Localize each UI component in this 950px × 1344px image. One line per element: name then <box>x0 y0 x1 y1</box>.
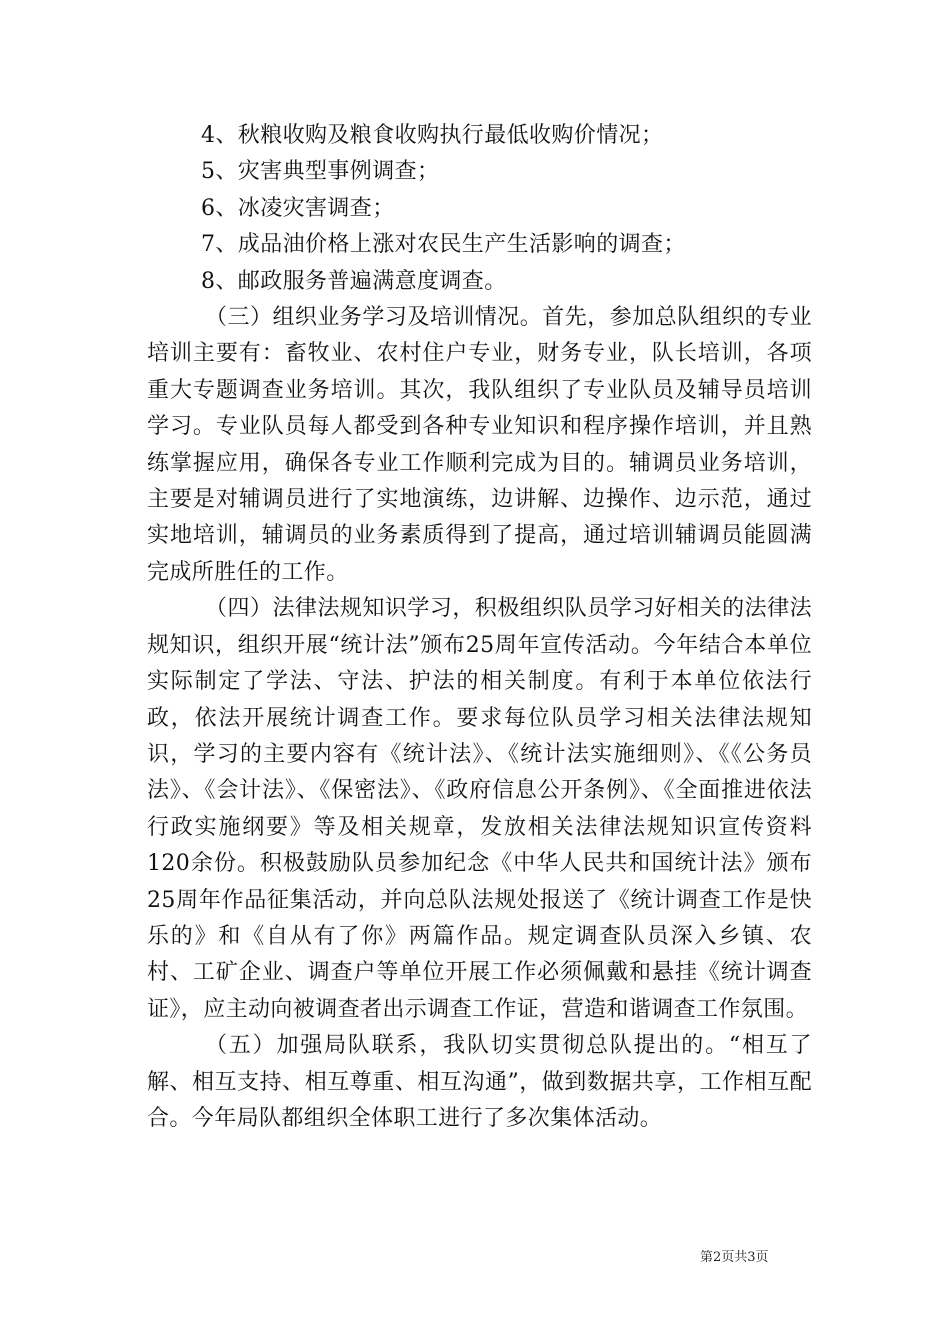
paragraph-law-study: （四）法律法规知识学习，积极组织队员学习好相关的法律法规知识，组织开展“统计法”颁布25周年宣传活动。今年结合本单位实际制定了学法、守法、护法的相关制度。有利于本单位依法行政，依法开展统计调查工作。要求每位队员学习相关法律法规知识，学习的主要内容有《统计法》、《统计法实施细则》、《《公务员法》、《会计法》、《保密法》、《政府信息公开条例》、《全面推进依法行政实施纲要》等及相关规章，发放相关法律法规知识宣传资料120余份。积极鼓励队员参加纪念《中华人民共和国统计法》颁布25周年作品征集活动，并向总队法规处报送了《统计调查工作是快乐的》和《自从有了你》两篇作品。规定调查队员深入乡镇、农村、工矿企业、调查户等单位开展工作必须佩戴和悬挂《统计调查证》，应主动向被调查者出示调查工作证，营造和谐调查工作氛围。 <box>147 596 812 1022</box>
list-item-4: 4、秋粮收购及粮食收购执行最低收购价情况； <box>201 123 664 148</box>
document-body <box>147 118 812 1137</box>
page-number-footer: 第2页共3页 <box>700 1250 769 1265</box>
paragraph-training: （三）组织业务学习及培训情况。首先，参加总队组织的专业培训主要有：畜牧业、农村住户专业，财务专业，队长培训，各项重大专题调查业务培训。其次，我队组织了专业队员及辅导员培训学习。专业队员每人都受到各种专业知识和程序操作培训，并且熟练掌握应用，确保各专业工作顺利完成为目的。辅调员业务培训，主要是对辅调员进行了实地演练，边讲解、边操作、边示范，通过实地培训，辅调员的业务素质得到了提高，通过培训辅调员能圆满完成所胜任的工作。 <box>147 305 812 585</box>
list-item-8: 8、邮政服务普遍满意度调查。 <box>201 268 507 294</box>
list-item-5: 5、灾害典型事例调查； <box>201 159 440 185</box>
list-item-7: 7、成品油价格上涨对农民生产生活影响的调查； <box>201 232 686 258</box>
paragraph-bureau-liaison: （五）加强局队联系，我队切实贯彻总队提出的。“相互了解、相互支持、相互尊重、相互沟通”，做到数据共享，工作相互配合。今年局队都组织全体职工进行了多次集体活动。 <box>147 1033 812 1131</box>
list-item-6: 6、冰凌灾害调查； <box>201 195 395 221</box>
